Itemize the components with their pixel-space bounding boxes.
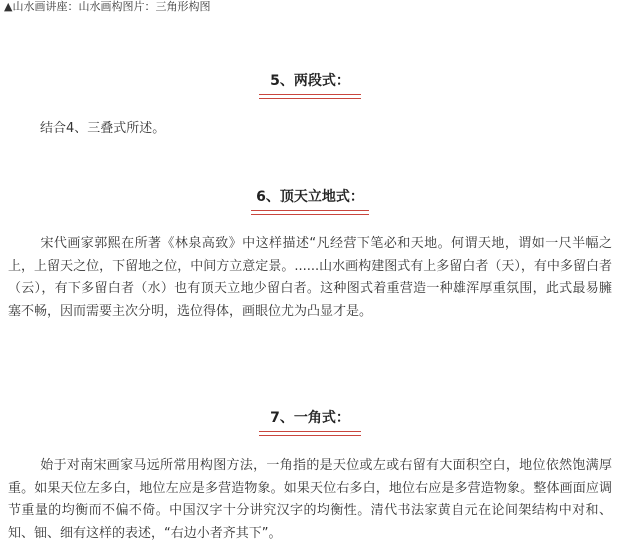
paragraph-text-7: 始于对南宋画家马远所常用构图方法，一角指的是天位或左或右留有大面积空白，地位依然饱满厚重。如果天位左多白，地位左应是多营造物象。如果天位右多白，地位右应是多营造物象。整体画面应调节重量的均衡而不偏不倚。中国汉字十分讲究汉字的均衡性。清代书法家黄自元在论间架结构中对和、知、钿、细有这样的表述，“右边小者齐其下”。 [8,458,612,541]
paragraph-text-5: 结合4、三叠式所述。 [40,121,166,136]
heading-underline [259,94,361,99]
section-heading-7 [0,407,620,436]
section-body-7 [8,455,612,545]
section-body-6 [8,233,612,323]
heading-underline [251,210,369,215]
paragraph-text-6: 宋代画家郭熙在所著《林泉高致》中这样描述“凡经营下笔必和天地。何谓天地，谓如一尺半幅之上，上留天之位，下留地之位，中间方立意定景。......山水画构建图式有上多留白者（天），有中多留白者（云），有下多留白者（水）也有顶天立地少留白者。这种图式着重营造一种雄浑厚重氛围，此式最易臃塞不畅，因而需要主次分明，选位得体，画眼位尤为凸显才是。 [8,236,612,319]
section-title: 6、顶天立地式： [256,189,364,205]
image-caption: ▲山水画讲座：山水画构图片：三角形构图 [4,0,211,13]
section-heading-5 [0,70,620,99]
section-body-5 [8,118,612,141]
section-title: 5、两段式： [270,73,350,89]
section-heading-6 [0,186,620,215]
section-title: 7、一角式： [270,410,350,426]
heading-underline [259,431,361,436]
